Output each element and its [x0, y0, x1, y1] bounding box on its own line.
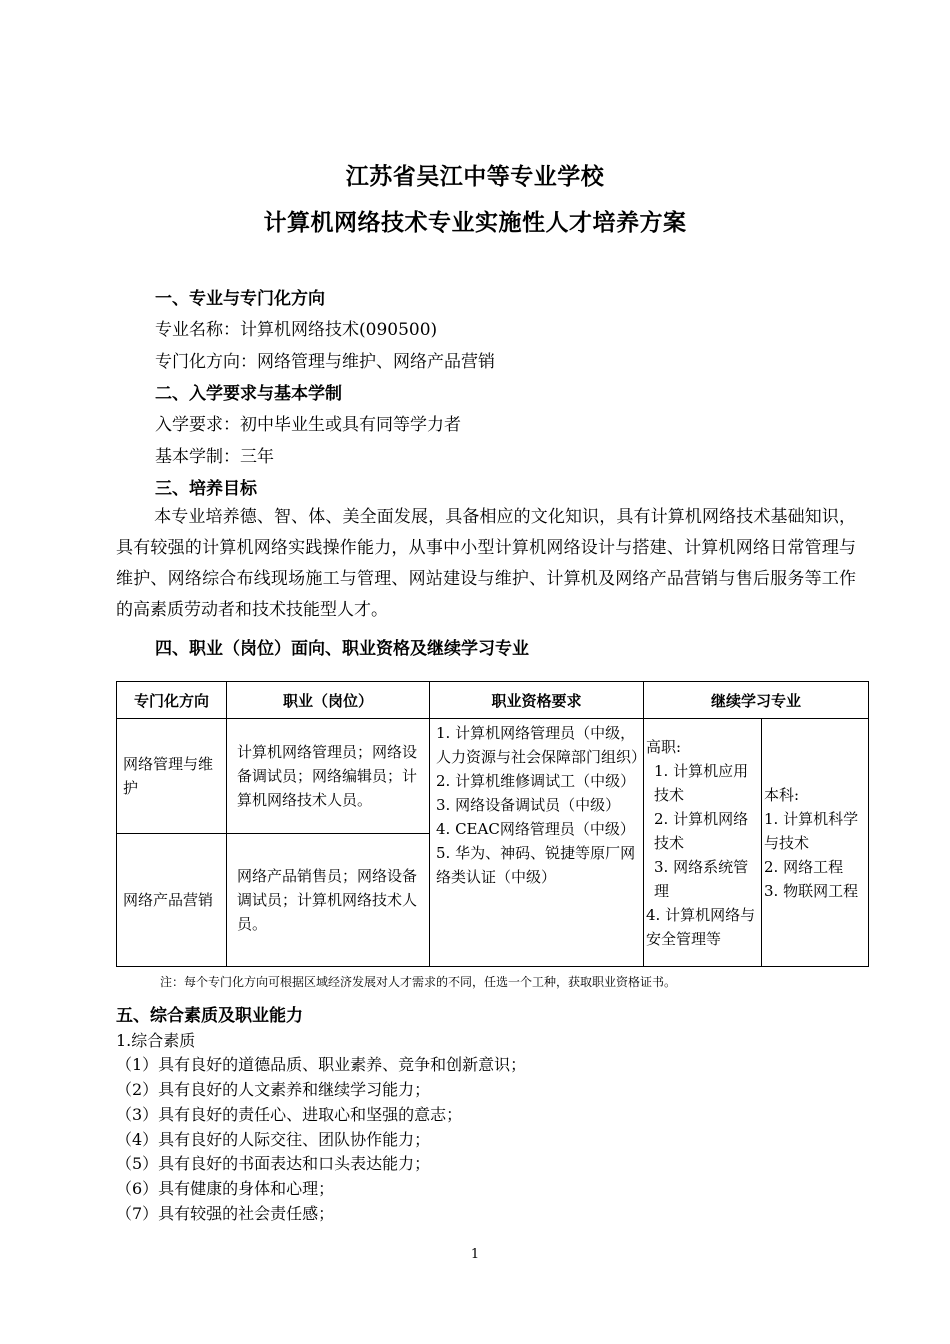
- jobs-text: 计算机网络管理员；网络设备调试员；网络编辑员；计算机网络技术人员。: [237, 743, 418, 809]
- table-header-row: [117, 682, 869, 719]
- school-title: 江苏省吴江中等专业学校: [345, 164, 605, 190]
- direction-cell: [117, 719, 227, 834]
- direction-text: 网络产品营销: [123, 891, 214, 909]
- higher-vocational-item: 3. 网络系统管理: [654, 857, 749, 900]
- qualification-item: 1. 计算机网络管理员（中级，人力资源与社会保障部门组织）: [436, 724, 647, 766]
- undergraduate-cell: [762, 719, 869, 967]
- section5-heading: 五、综合素质及职业能力: [116, 1006, 303, 1026]
- higher-vocational-cell: [644, 719, 762, 967]
- page-number: 1: [470, 1247, 480, 1262]
- header-direction: 专门化方向: [117, 682, 227, 719]
- higher-vocational-item: 4. 计算机网络与安全管理等: [646, 905, 756, 948]
- section4-heading: 四、职业（岗位）面向、职业资格及继续学习专业: [155, 639, 529, 659]
- plan-title: 计算机网络技术专业实施性人才培养方案: [263, 210, 687, 236]
- jobs-text: 网络产品销售员；网络设备调试员；计算机网络技术人员。: [237, 867, 418, 933]
- list-item: （6）具有健康的身体和心理；: [116, 1179, 335, 1198]
- higher-vocational-item: 1. 计算机应用技术: [654, 761, 749, 804]
- list-item: （5）具有良好的书面表达和口头表达能力；: [116, 1154, 431, 1173]
- undergraduate-item: 2. 网络工程: [764, 857, 844, 876]
- section3-heading: 三、培养目标: [155, 479, 257, 499]
- qualification-item: 4. CEAC网络管理员（中级）: [436, 820, 635, 838]
- list-item: （1）具有良好的道德品质、职业素养、竞争和创新意识；: [116, 1055, 527, 1074]
- qualification-item: 2. 计算机维修调试工（中级）: [436, 772, 636, 790]
- section2-heading: 二、入学要求与基本学制: [155, 384, 342, 404]
- list-item: （4）具有良好的人际交往、团队协作能力；: [116, 1130, 431, 1149]
- header-jobs: 职业（岗位）: [227, 682, 430, 719]
- jobs-cell: [227, 834, 430, 967]
- study-duration: 基本学制：三年: [155, 447, 274, 467]
- undergraduate-label: 本科:: [764, 785, 800, 804]
- higher-vocational-label: 高职:: [646, 737, 682, 756]
- training-goal-text: 本专业培养德、智、体、美全面发展，具备相应的文化知识，具有计算机网络技术基础知识，具有较强的计算机网络实践操作能力，从事中小型计算机网络设计与搭建、计算机网络日常管理与维护、网络综合布线现场施工与管理、网站建设与维护、计算机及网络产品营销与售后服务等工作的高素质劳动者和技术技能型人才。: [116, 507, 856, 620]
- table-note: 注：每个专门化方向可根据区域经济发展对人才需求的不同，任选一个工种，获取职业资格证书。: [160, 975, 677, 989]
- table-row: [117, 719, 869, 834]
- direction-text: 网络管理与维护: [123, 755, 214, 797]
- undergraduate-item: 1. 计算机科学与技术: [764, 809, 859, 852]
- jobs-cell: [227, 719, 430, 834]
- training-goal-paragraph: [116, 502, 856, 626]
- section1-heading: 一、专业与专门化方向: [155, 289, 325, 309]
- entry-requirement: 入学要求：初中毕业生或具有同等学力者: [155, 415, 461, 435]
- undergraduate-item: 3. 物联网工程: [764, 881, 859, 900]
- header-qualifications: 职业资格要求: [430, 682, 644, 719]
- major-name: 专业名称：计算机网络技术(090500): [155, 320, 438, 340]
- higher-vocational-item: 2. 计算机网络技术: [654, 809, 749, 852]
- direction-cell: [117, 834, 227, 967]
- qualification-item: 5. 华为、神码、锐捷等原厂网络类认证（中级）: [436, 844, 636, 886]
- specialization: 专门化方向：网络管理与维护、网络产品营销: [155, 352, 495, 372]
- section5-subheading: 1.综合素质: [116, 1031, 196, 1050]
- list-item: （2）具有良好的人文素养和继续学习能力；: [116, 1080, 431, 1099]
- qualifications-cell: [430, 719, 647, 967]
- list-item: （3）具有良好的责任心、进取心和坚强的意志；: [116, 1105, 463, 1124]
- header-further-study: 继续学习专业: [644, 682, 869, 719]
- qualification-item: 3. 网络设备调试员（中级）: [436, 796, 621, 814]
- career-table: [116, 681, 869, 967]
- list-item: （7）具有较强的社会责任感；: [116, 1204, 335, 1223]
